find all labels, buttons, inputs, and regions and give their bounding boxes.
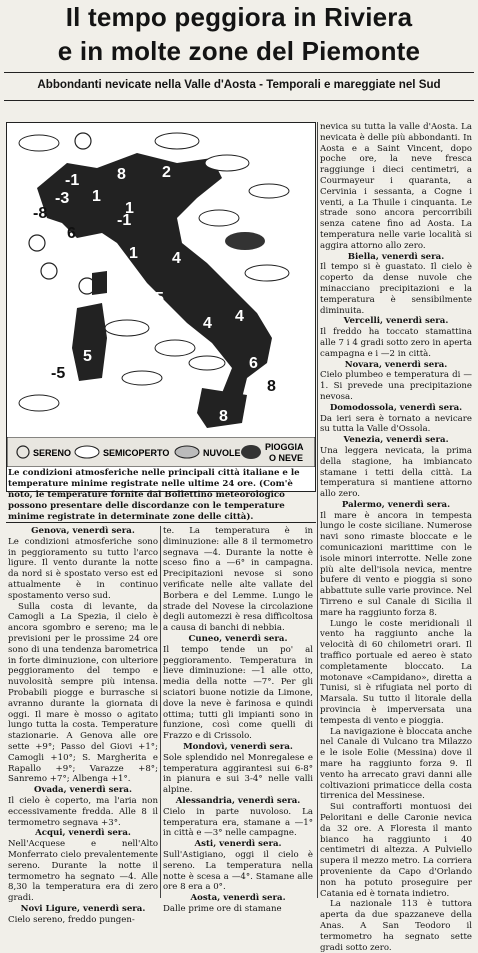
cloud-icon	[122, 371, 162, 385]
paragraph: Aosta, venerdì sera. Dalle prime ore di stamane	[163, 893, 313, 915]
map-temp: 8	[267, 378, 276, 395]
rain-cloud-icon	[225, 232, 265, 250]
map-caption: Le condizioni atmosferiche nelle principali città italiane e le temperature minime registrate nelle ultime 24 ore. (Com'è noto, le temperature fornite dal Bollettino meteorologico possono presentare delle discordanze con le temperature minime registrate in determinate zone delle città).	[8, 468, 300, 522]
dateline: Mondovì, venerdì sera.	[183, 741, 293, 752]
cloud-icon	[155, 340, 195, 356]
paragraph: Alessandria, venerdì sera. Cielo in parte nuvoloso. La temperatura era, stamane a —1° in città e —3° nelle campagne.	[163, 795, 313, 839]
paragraph: te. La temperatura è in diminuzione: alle 8 il termometro segnava —4. Durante la notte è sceso fino a —6° in campagna. Precipitazioni nevose si sono verificate nelle alte vallate del Borbera e del Lemme. Lungo le strade del Novese la circolazione degli automezzi è resa difficoltosa a causa di banchi di nebbia.	[163, 526, 313, 634]
map-temp: 4	[235, 308, 244, 325]
map-legend	[7, 437, 315, 467]
paragraph: La nazionale 113 è tuttora aperta da due spazzaneve della Anas. A San Teodoro il termometro ha segnato sette gradi sotto zero.	[320, 899, 472, 953]
cloud-icon	[75, 446, 99, 458]
dateline: Vercelli, venerdì sera.	[343, 316, 449, 327]
paragraph: Sulla costa di levante, da Camogli a La Spezia, il cielo è ancora sgombro e sereno; ma le previsioni per le prossime 24 ore sono di una tendenza barometrica in forte diminuzione, con ulteriore peggioramento del tempo e nuvolosità sempre più intensa. Probabili piogge e burrasche si avranno durante la giornata di oggi. Il mare è mosso o agitato lungo tutta la costa. Temperature stazionarie. A Genova alle ore sette +9°; Passo del Giovi +1°; Camogli +10°; S. Margherita e Rapallo +9°; Varazze +8°; Sanremo +7°; Albenga +1°.	[8, 601, 158, 785]
paragraph: Vercelli, venerdì sera. Il freddo ha toccato stamattina alle 7 i 4 gradi sotto zero in aperta campagna e i —2 in città.	[320, 316, 472, 359]
article-column-3	[320, 122, 472, 953]
map-temp: 5	[83, 348, 92, 365]
divider	[4, 72, 474, 73]
map-temp: 1	[125, 200, 134, 217]
dateline: Genova, venerdì sera.	[31, 526, 135, 536]
rain-cloud-icon	[241, 445, 261, 459]
divider	[6, 522, 316, 523]
sun-icon	[29, 235, 45, 251]
dateline: Venezia, venerdì sera.	[343, 435, 449, 446]
map-temp: 1	[92, 188, 101, 205]
paragraph: Cuneo, venerdì sera. Il tempo tende un po' al peggioramento. Temperatura in lieve diminuzione: —1 alle otto, media della notte —7°. Per gli sciatori buone notizie da Limone, dove la neve è farinosa e quindi ottima; tutti gli impianti sono in funzione, così come quelli di Frazzo e di Crissolo.	[163, 633, 313, 742]
cloud-icon	[105, 320, 149, 336]
paragraph: Domodossola, venerdì sera. Da ieri sera è tornato a nevicare su tutta la Valle d'Ossola.	[320, 402, 472, 435]
map-temp: 4	[172, 250, 181, 267]
dateline: Aosta, venerdì sera.	[190, 893, 286, 904]
map-temp: -8	[33, 205, 48, 222]
sun-icon	[75, 133, 91, 149]
paragraph: nevica su tutta la valle d'Aosta. La nevicata è delle più abbondanti. In Aosta e a Saint Vincent, dopo poche ore, la neve fresca raggiunge i dieci centimetri, a Courmayeur i quaranta, a Cervinia i sessanta, a Cogne i venti, a La Thuile i cinquanta. Le strade sono ancora percorribili senza catene fino ad Aosta. La temperatura nelle varie località si aggira attorno allo zero.	[320, 122, 472, 251]
dateline: Asti, venerdì sera.	[194, 839, 282, 850]
cloud-icon	[19, 395, 59, 411]
dateline: Alessandria, venerdì sera.	[175, 795, 301, 806]
map-temp: 1	[129, 245, 138, 262]
sun-icon	[41, 263, 57, 279]
divider	[4, 100, 474, 101]
legend-semicoperto: SEMICOPERTO	[103, 448, 170, 458]
dateline: Domodossola, venerdì sera.	[329, 402, 463, 413]
subheadline: Abbondanti nevicate nella Valle d'Aosta - Temporali e mareggiate nel Sud	[37, 78, 441, 91]
cloud-icon	[199, 210, 239, 226]
cloud-icon	[19, 135, 59, 151]
cloud-icon	[155, 133, 199, 149]
paragraph: Acqui, venerdì sera. Nell'Acquese e nell'Alto Monferrato cielo prevalentemente sereno. Durante la notte il termometro ha segnato —4. Alle 8,30 la temperatura era di zero gradi.	[8, 828, 158, 904]
map-temp: -1	[117, 212, 132, 229]
article-column-2	[163, 526, 313, 915]
paragraph: Mondovì, venerdì sera. Sole splendido nel Monregalese e temperatura aggirantesi sui 6-8° in pianura e sui 3-4° nelle valli alpine.	[163, 741, 313, 796]
column-divider	[160, 526, 161, 898]
map-temp: -3	[55, 190, 70, 207]
map-temp: -5	[51, 365, 66, 382]
map-temp: 8	[219, 408, 228, 425]
headline-line-2: e in molte zone del Piemonte	[57, 36, 421, 66]
paragraph: Sui contrafforti montuosi dei Peloritani e delle Caronie nevica da 32 ore. A Floresta il manto bianco ha raggiunto i 40 centimetri di altezza. A Pulviello supera il mezzo metro. La corriera proveniente da Capo d'Orlando non ha potuto proseguire per Catania ed è tornata indietro.	[320, 802, 472, 899]
legend-sereno: SERENO	[33, 448, 72, 458]
dateline: Biella, venerdì sera.	[347, 251, 445, 262]
paragraph: Venezia, venerdì sera. Una leggera nevicata, la prima della stagione, ha imbiancato stamane i tetti della città. La temperatura si mantiene attorno allo zero.	[320, 435, 472, 500]
cloud-icon	[189, 356, 225, 370]
paragraph: Novi Ligure, venerdì sera. Cielo sereno, freddo pungen-	[8, 904, 158, 926]
headline	[0, 0, 478, 68]
paragraph: La navigazione è bloccata anche nel Canale di Vulcano tra Milazzo e le isole Eolie (Messina) dove il mare ha raggiunto forza 9. Il vento ha arrecato gravi danni alle coltivazioni primaticce della costa tirrenica del Messinese.	[320, 726, 472, 802]
map-temp: 2	[162, 164, 171, 181]
weather-map	[6, 122, 316, 492]
paragraph: Biella, venerdì sera. Il tempo si è guastato. Il cielo è coperto da dense nuvole che minacciano precipitazioni e la temperatura è sensibilmente diminuita.	[320, 251, 472, 316]
dateline: Ovada, venerdì sera.	[34, 785, 132, 796]
cloud-icon	[205, 155, 249, 171]
legend-neve: O NEVE	[269, 453, 304, 463]
paragraph: Genova, venerdì sera. Le condizioni atmosferiche sono in peggioramento su tutto l'arco ligure. Il vento durante la notte da nord si è spostato verso est ed attualmente è in continuo spostamento verso sud.	[8, 526, 158, 601]
cloud-icon	[245, 265, 289, 281]
cloud-icon	[175, 446, 199, 458]
dateline: Novi Ligure, venerdì sera.	[20, 903, 146, 914]
map-temp: 6	[249, 355, 258, 372]
paragraph: Lungo le coste meridionali il vento ha raggiunto anche la velocità di 60 chilometri orari. Il traffico portuale ed aereo è stato completamente bloccato. La motonave «Campidano», diretta a Tunisi, si è rifugiata nel porto di Marsala. Su tutto il litorale della provincia è imperversata una tempesta di vento e pioggia.	[320, 618, 472, 726]
paragraph: Novara, venerdì sera. Cielo plumbeo e temperatura di —1. Si prevede una precipitazione nevosa.	[320, 359, 472, 402]
article-column-1	[8, 526, 158, 925]
map-temp: 8	[117, 166, 126, 183]
map-temp: 5	[155, 290, 164, 307]
legend-pioggia: PIOGGIA	[265, 442, 304, 452]
dateline: Novara, venerdì sera.	[344, 359, 448, 370]
dateline: Cuneo, venerdì sera.	[188, 633, 288, 644]
map-temp: 6	[67, 225, 76, 242]
dateline: Palermo, venerdì sera.	[341, 499, 451, 510]
headline-line-1: Il tempo peggiora in Riviera	[65, 2, 413, 32]
dateline: Acqui, venerdì sera.	[35, 828, 131, 839]
column-divider	[317, 122, 318, 898]
paragraph: Ovada, venerdì sera. Il cielo è coperto, ma l'aria non eccessivamente fredda. Alle 8 il termometro segnava +3°.	[8, 785, 158, 828]
paragraph: Palermo, venerdì sera. Il mare è ancora in tempesta lungo le coste siciliane. Numerose navi sono rimaste bloccate e le comunicazioni marittime con le isole minori interrotte. Nelle zone più alte dell'isola nevica, mentre bufere di vento e pioggia si sono abbattute sulle varie province. Nel Tirreno e sul Canale di Sicilia il mare ha raggiunto forza 8.	[320, 499, 472, 618]
paragraph: Asti, venerdì sera. Sull'Astigiano, oggi il cielo è sereno. La temperatura nella notte è scesa a —4°. Stamane alle ore 8 era a 0°.	[163, 839, 313, 893]
map-temp: 4	[203, 315, 212, 332]
legend-nuvole: NUVOLE	[203, 448, 241, 458]
italy-map-illustration	[7, 123, 315, 435]
map-temp: -1	[65, 172, 80, 189]
cloud-icon	[249, 184, 289, 198]
